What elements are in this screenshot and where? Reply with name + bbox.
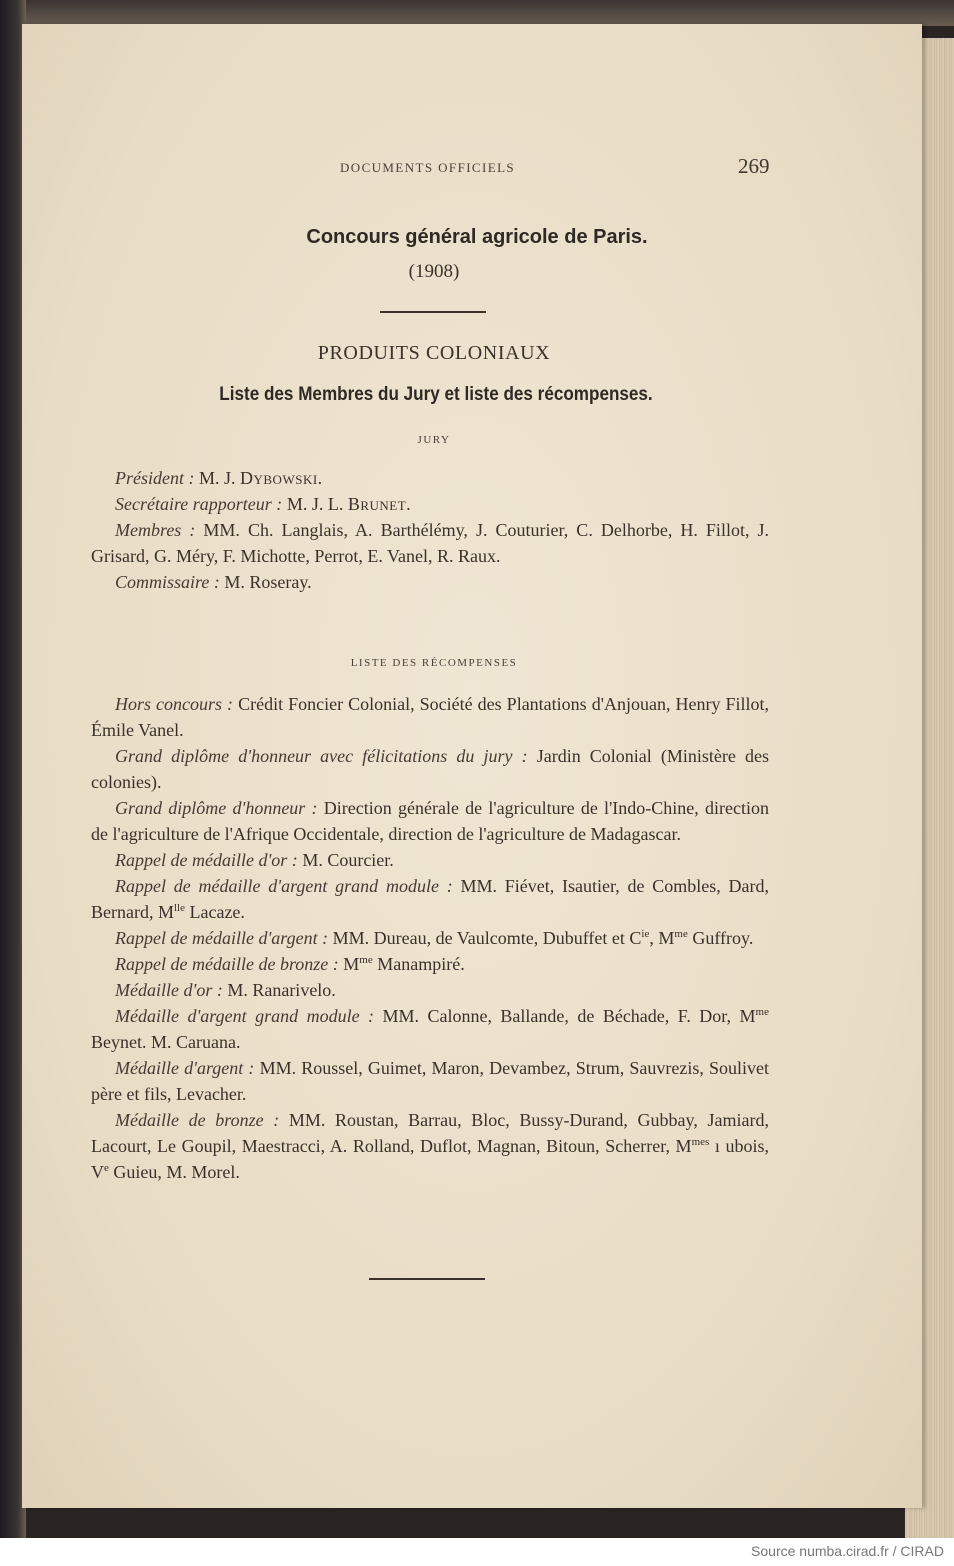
document-year: (1908) bbox=[408, 261, 460, 282]
jury-membres: Membres : MM. Ch. Langlais, A. Barthélémy, J. Couturier, C. Delhorbe, H. Fillot, J. Grisard, G. Méry, F. Michotte, Perrot, E. Vanel, R. Raux. bbox=[91, 520, 769, 566]
jury-list bbox=[91, 465, 769, 595]
running-head: DOCUMENTS OFFICIELS bbox=[340, 160, 516, 175]
section-subtitle: Liste des Membres du Jury et liste des récompenses. bbox=[219, 384, 653, 405]
award-medaille-or: Médaille d'or : M. Ranarivelo. bbox=[115, 980, 336, 1000]
source-credit: Source numba.cirad.fr / CIRAD bbox=[751, 1543, 944, 1559]
section-title: PRODUITS COLONIAUX bbox=[317, 342, 551, 364]
award-medaille-bronze: Médaille de bronze : MM. Roustan, Barrau, Bloc, Bussy-Durand, Gubbay, Jamiard, Lacourt, Le Goupil, Maestracci, A. Rolland, Duflot, Magnan, Bitoun, Scherrer, $M^{mes}$ ı ubois, Ve Guieu, M. Morel. bbox=[91, 1110, 770, 1182]
awards-list bbox=[91, 691, 769, 1185]
award-rappel-argent: Rappel de médaille d'argent : MM. Dureau, de Vaulcomte, Dubuffet et $C^{ie}$, $M^{me}$ Guffroy. bbox=[115, 928, 754, 948]
award-grand-diplome: Grand diplôme d'honneur : Direction générale de l'agriculture de l'Indo-Chine, direction de l'agriculture de l'Afrique Occidentale, direction de l'agriculture de Madagascar. bbox=[91, 798, 769, 844]
jury-commissaire: Commissaire : M. Roseray. bbox=[115, 572, 312, 592]
award-hors-concours: Hors concours : Crédit Foncier Colonial, Société des Plantations d'Anjouan, Henry Fillot, Émile Vanel. bbox=[91, 694, 769, 740]
jury-heading: JURY bbox=[417, 434, 451, 446]
divider-rule bbox=[380, 311, 486, 313]
awards-heading: LISTE DES RÉCOMPENSES bbox=[350, 657, 518, 669]
page-number: 269 bbox=[738, 154, 770, 178]
document-title: Concours général agricole de Paris. bbox=[306, 226, 648, 248]
award-grand-diplome-felicitations: Grand diplôme d'honneur avec félicitations du jury : Jardin Colonial (Ministère des colonies). bbox=[91, 746, 770, 792]
end-rule bbox=[369, 1278, 485, 1280]
award-medaille-argent: Médaille d'argent : MM. Roussel, Guimet, Maron, Devambez, Strum, Sauvrezis, Soulivet père et fils, Levacher. bbox=[91, 1058, 769, 1104]
award-rappel-or: Rappel de médaille d'or : M. Courcier. bbox=[115, 850, 394, 870]
jury-secretaire: Secrétaire rapporteur : M. J. L. Brunet. bbox=[115, 494, 412, 514]
award-rappel-bronze: Rappel de médaille de bronze : $M^{me}$ Manampiré. bbox=[115, 954, 465, 974]
award-rappel-argent-gm: Rappel de médaille d'argent grand module : MM. Fiévet, Isautier, de Combles, Dard, Bernard, $M^{lle}$ Lacaze. bbox=[91, 876, 770, 922]
jury-president: Président : M. J. Dybowski. bbox=[115, 468, 323, 488]
award-medaille-argent-gm: Médaille d'argent grand module : MM. Calonne, Ballande, de Béchade, F. Dor, $M^{me}$ Beynet. M. Caruana. bbox=[91, 1006, 769, 1052]
book-cover-top bbox=[0, 0, 954, 26]
